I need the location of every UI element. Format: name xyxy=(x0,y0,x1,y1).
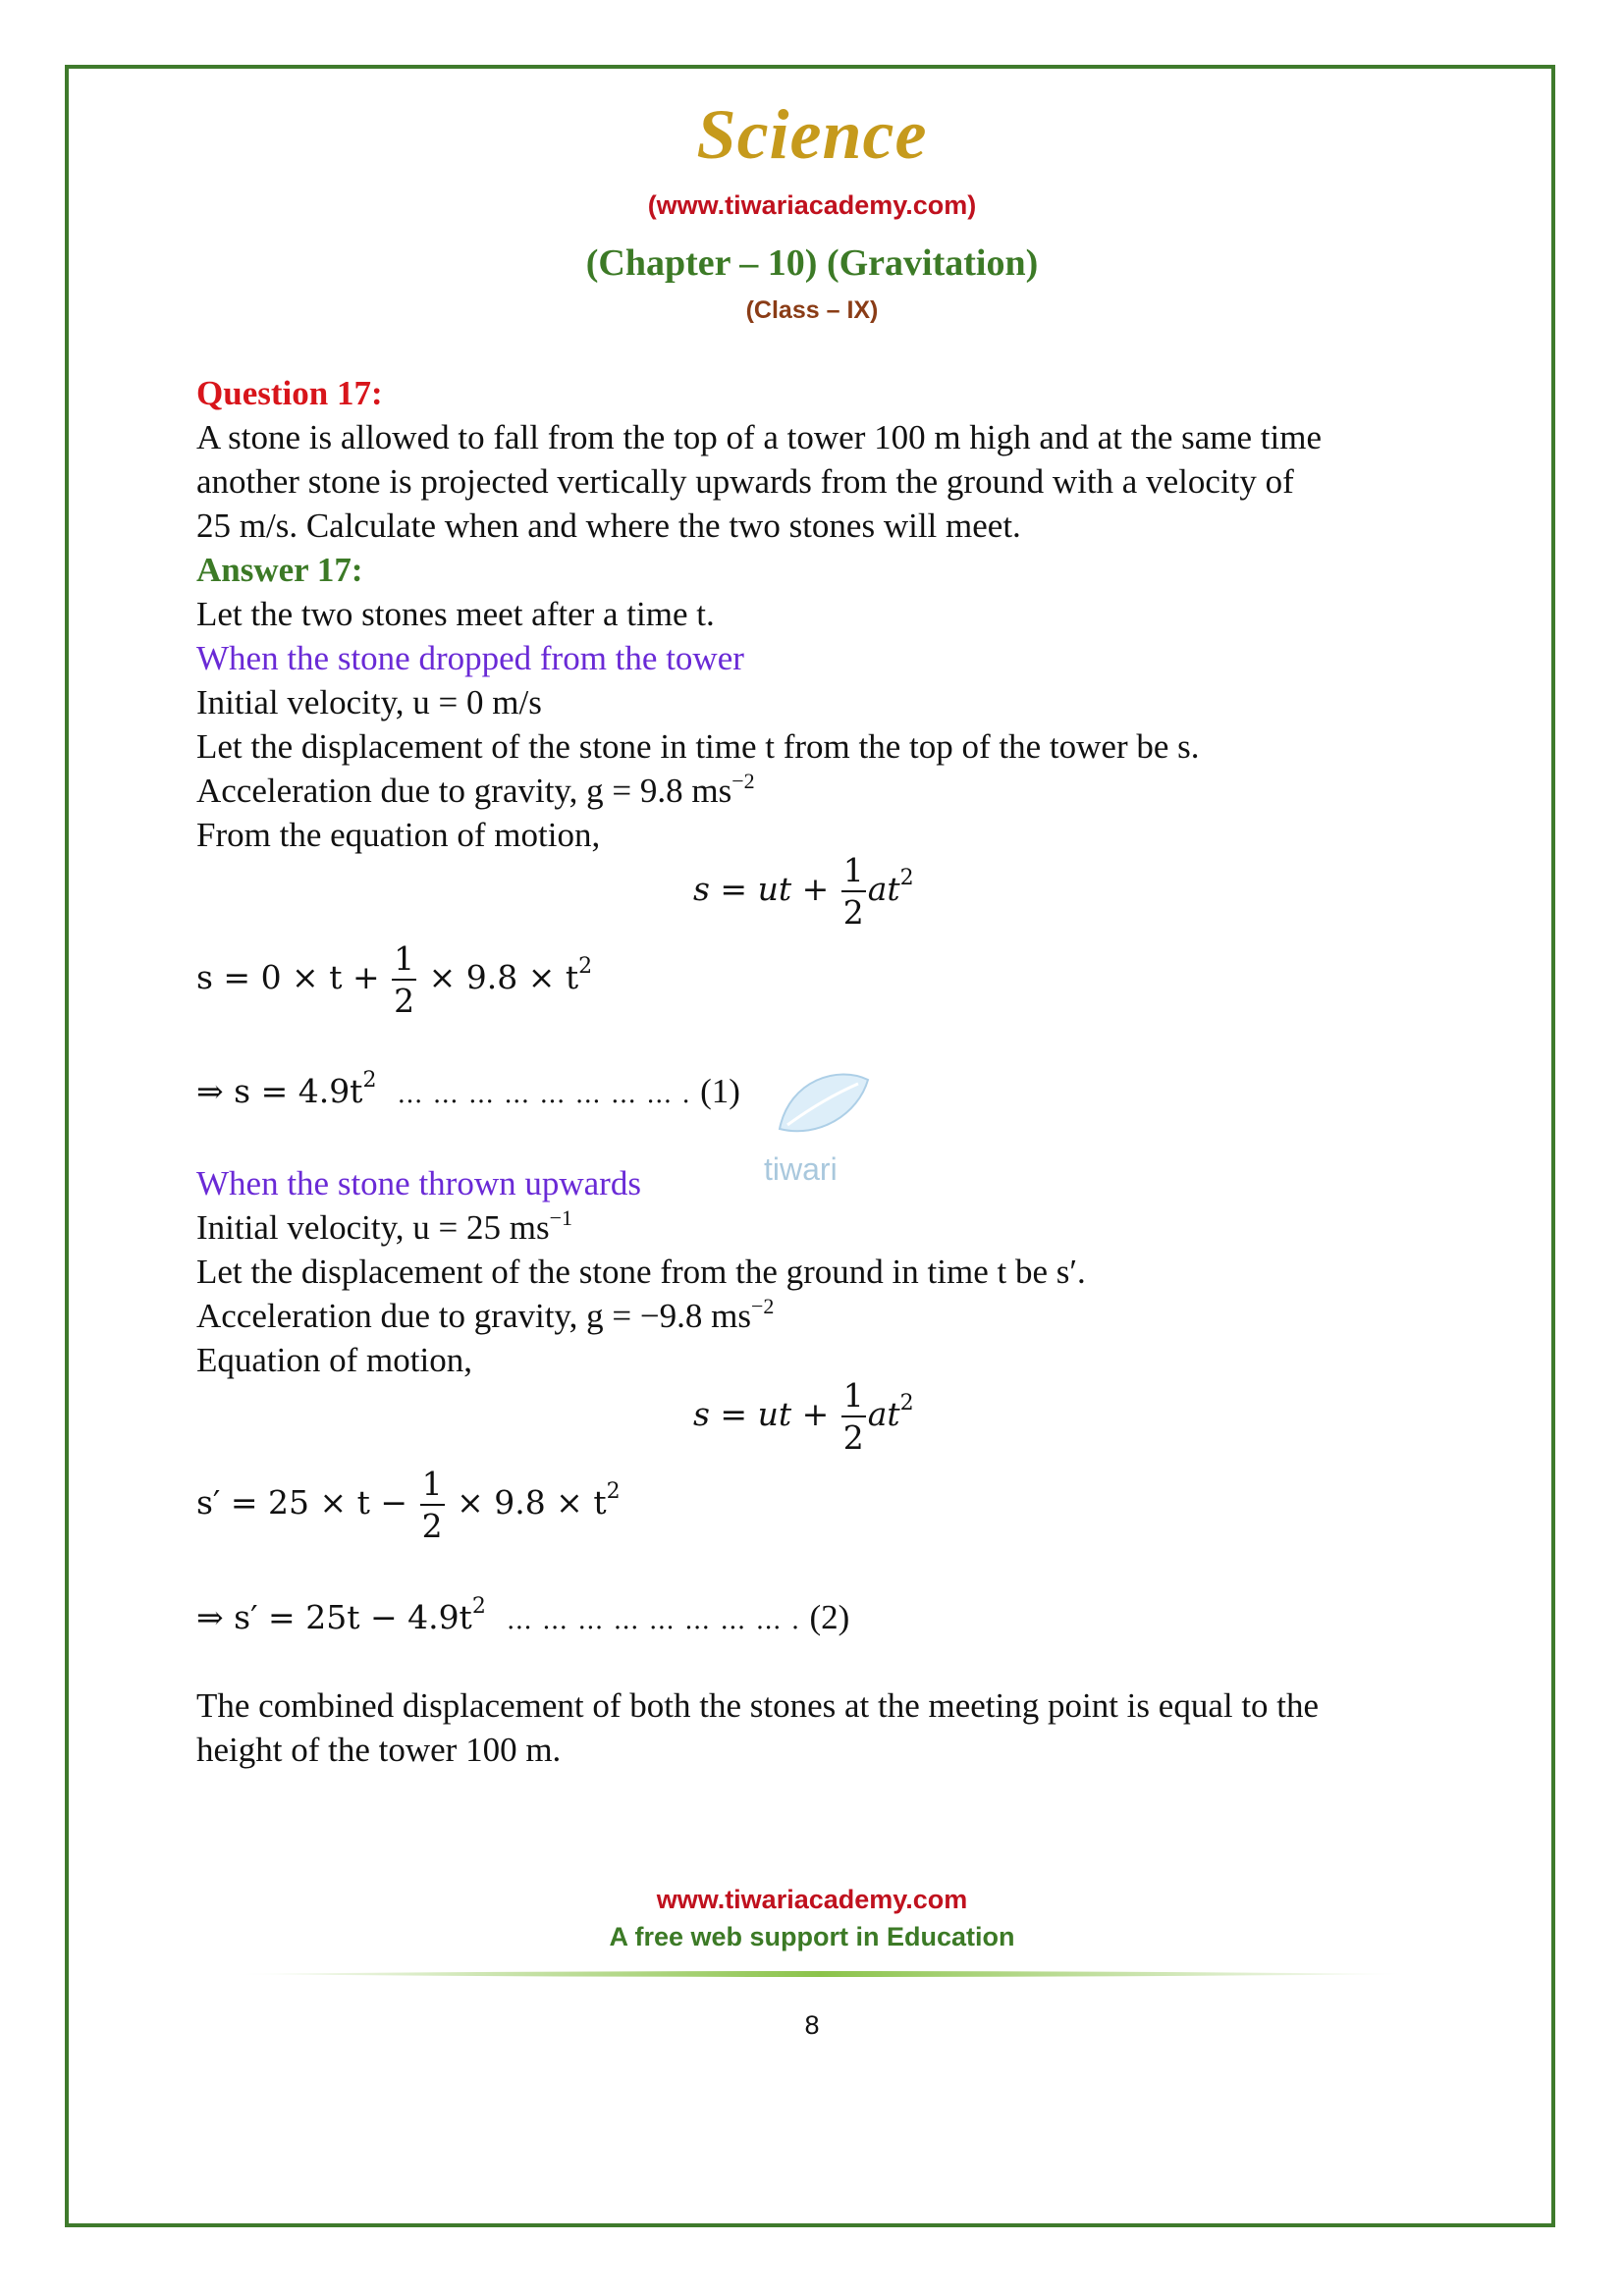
question-heading: Question 17: xyxy=(196,374,383,412)
class-label: (Class – IX) xyxy=(745,296,879,324)
answer-heading: Answer 17: xyxy=(196,551,363,589)
part2-initial-velocity: Initial velocity, u = 25 $ms^{-1}$ xyxy=(196,1205,573,1247)
footer-tagline: A free web support in Education xyxy=(609,1922,1015,1951)
footer-divider xyxy=(236,1968,1404,1980)
part2-heading: When the stone thrown upwards xyxy=(196,1164,641,1202)
part1-acceleration: Acceleration due to gravity, g = 9.8 $ms^{-2}$ xyxy=(196,769,755,810)
part2-equation-general: s = ut + $\frac{1}{2}$ $at^2$ xyxy=(693,1376,914,1457)
tiwari-logo-watermark xyxy=(760,1060,878,1188)
part2-displacement: Let the displacement of the stone from the ground in time t be s′. xyxy=(196,1253,1086,1291)
part1-heading: When the stone dropped from the tower xyxy=(196,639,744,677)
header-url[interactable]: (www.tiwariacademy.com) xyxy=(647,190,977,220)
part2-eq-intro: Equation of motion, xyxy=(196,1341,472,1379)
part1-equation-general: s = ut + $\frac{1}{2}$ $at^2$ xyxy=(693,851,914,932)
part1-initial-velocity: Initial velocity, u = 0 m/s xyxy=(196,683,542,721)
svg-text:tiwari: tiwari xyxy=(764,1151,838,1187)
part1-eq-intro: From the equation of motion, xyxy=(196,816,601,854)
footer-url[interactable]: www.tiwariacademy.com xyxy=(656,1885,968,1914)
page-number: 8 xyxy=(804,2010,820,2040)
conclusion-line-1: The combined displacement of both the stones at the meeting point is equal to the xyxy=(196,1686,1320,1725)
part2-acceleration: Acceleration due to gravity, g = −9.8 $ms^{-2}$ xyxy=(196,1294,775,1335)
part1-equation-substituted: s = 0 × t + $\frac{1}{2}$ × $9.8 \times t^2$ xyxy=(196,939,593,1020)
question-line-2: another stone is projected vertically upwards from the ground with a velocity of xyxy=(196,462,1294,501)
conclusion-line-2: height of the tower 100 m. xyxy=(196,1731,562,1769)
page-title: Science xyxy=(696,95,928,174)
question-line-3: 25 m/s. Calculate when and where the two stones will meet. xyxy=(196,507,1021,545)
part2-equation-result: ⇒ $s' = 25t - 4.9t^2$ … … … … … … … … . (2) xyxy=(196,1594,850,1636)
answer-intro: Let the two stones meet after a time t. xyxy=(196,595,715,633)
part1-equation-result: ⇒ $s = 4.9t^2$ … … … … … … … … . (1) xyxy=(196,1068,740,1110)
part1-displacement: Let the displacement of the stone in time t from the top of the tower be s. xyxy=(196,727,1200,766)
part2-equation-substituted: s′ = 25 × t − $\frac{1}{2}$ × $9.8 \times t^2$ xyxy=(196,1465,621,1545)
chapter-title: (Chapter – 10) (Gravitation) xyxy=(585,242,1039,284)
question-line-1: A stone is allowed to fall from the top of a tower 100 m high and at the same time xyxy=(196,418,1322,456)
